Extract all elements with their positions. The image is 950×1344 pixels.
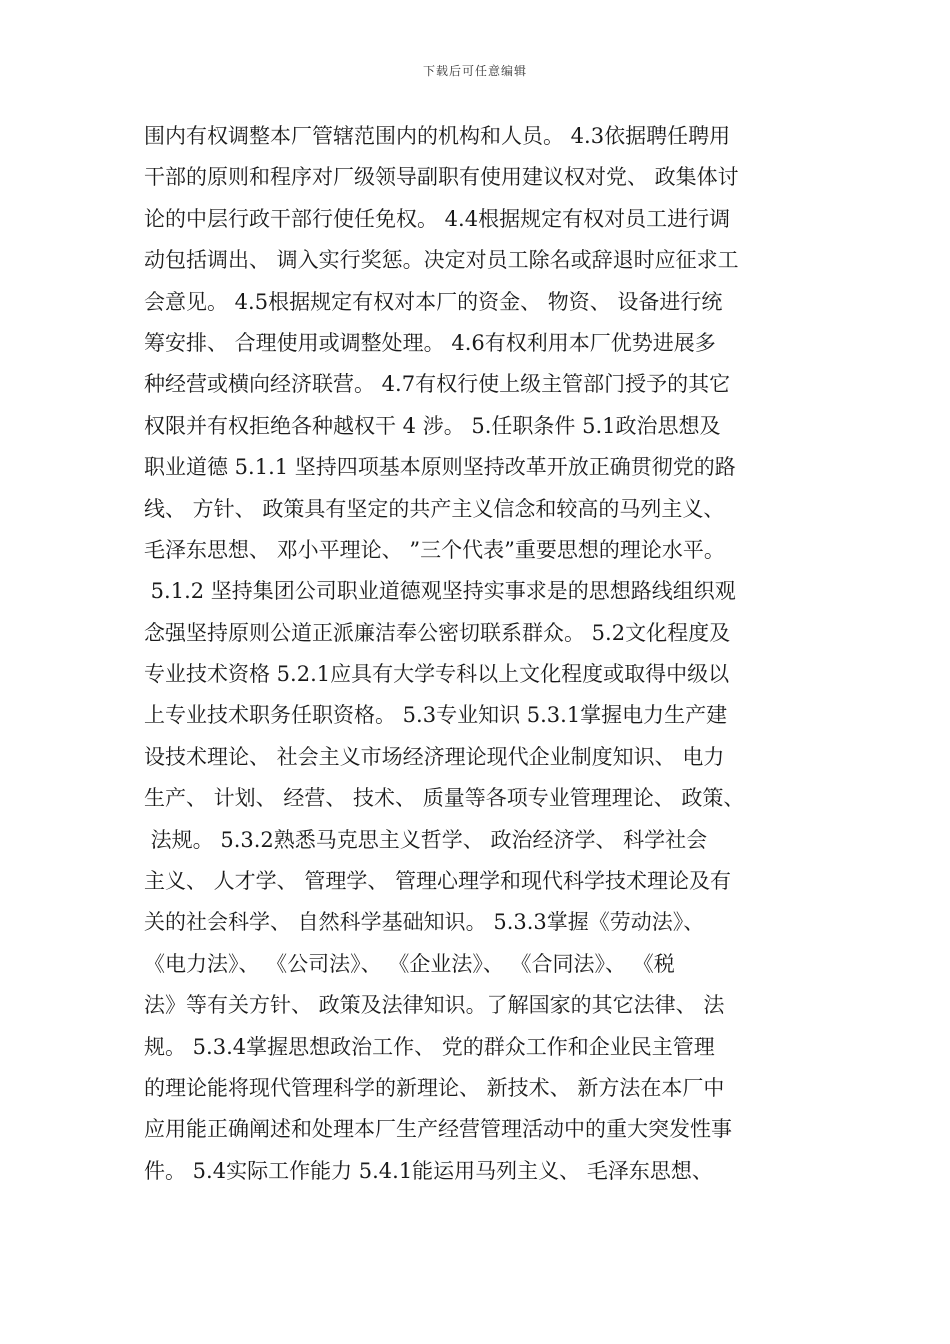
text-line: 件。 5.4实际工作能力 5.4.1能运用马列主义、 毛泽东思想、 bbox=[144, 1158, 713, 1183]
text-line: 种经营或横向经济联营。 4.7有权行使上级主管部门授予的其它 bbox=[144, 372, 731, 397]
text-line: 设技术理论、 社会主义市场经济理论现代企业制度知识、 电力 bbox=[144, 744, 725, 769]
text-line: 论的中层行政干部行使任免权。 4.4根据规定有权对员工进行调 bbox=[144, 206, 731, 231]
text-line: 职业道德 5.1.1 坚持四项基本原则坚持改革开放正确贯彻党的路 bbox=[144, 455, 736, 480]
text-line: 权限并有权拒绝各种越权干 4 涉。 5.任职条件 5.1政治思想及 bbox=[144, 413, 721, 438]
text-line: 应用能正确阐述和处理本厂生产经营管理活动中的重大突发性事 bbox=[144, 1117, 732, 1142]
text-line: 念强坚持原则公道正派廉洁奉公密切联系群众。 5.2文化程度及 bbox=[144, 620, 731, 645]
text-line: 法规。 5.3.2熟悉马克思主义哲学、 政治经济学、 科学社会 bbox=[144, 827, 708, 852]
document-body bbox=[144, 116, 834, 1192]
text-line: 专业技术资格 5.2.1应具有大学专科以上文化程度或取得中级以 bbox=[144, 662, 730, 687]
text-line: 关的社会科学、 自然科学基础知识。 5.3.3掌握《劳动法》、 bbox=[144, 910, 705, 935]
text-line: 毛泽东思想、 邓小平理论、 ”三个代表”重要思想的理论水平。 bbox=[144, 537, 725, 562]
text-line: 筹安排、 合理使用或调整处理。 4.6有权利用本厂优势进展多 bbox=[144, 330, 716, 355]
text-line: 规。 5.3.4掌握思想政治工作、 党的群众工作和企业民主管理 bbox=[144, 1034, 715, 1059]
page-header: 下载后可任意编辑 bbox=[422, 64, 527, 78]
text-line: 干部的原则和程序对厂级领导副职有使用建议权对党、 政集体讨 bbox=[144, 165, 739, 190]
text-line: 主义、 人才学、 管理学、 管理心理学和现代科学技术理论及有 bbox=[144, 869, 732, 894]
text-line: 的理论能将现代管理科学的新理论、 新技术、 新方法在本厂中 bbox=[144, 1075, 725, 1100]
text-line: 《电力法》、 《公司法》、 《企业法》、 《合同法》、 《税 bbox=[144, 951, 675, 976]
text-line: 上专业技术职务任职资格。 5.3专业知识 5.3.1掌握电力生产建 bbox=[144, 703, 728, 728]
text-line: 会意见。 4.5根据规定有权对本厂的资金、 物资、 设备进行统 bbox=[144, 289, 723, 314]
text-line: 围内有权调整本厂管辖范围内的机构和人员。 4.3依据聘任聘用 bbox=[144, 124, 731, 148]
text-line: 动包括调出、 调入实行奖惩。决定对员工除名或辞退时应征求工 bbox=[144, 248, 739, 273]
text-line: 生产、 计划、 经营、 技术、 质量等各项专业管理理论、 政策、 bbox=[144, 786, 745, 811]
text-line: 线、 方针、 政策具有坚定的共产主义信念和较高的马列主义、 bbox=[144, 496, 725, 521]
text-line: 5.1.2 坚持集团公司职业道德观坚持实事求是的思想路线组织观 bbox=[144, 579, 736, 604]
text-line: 法》等有关方针、 政策及法律知识。了解国家的其它法律、 法 bbox=[144, 993, 725, 1018]
